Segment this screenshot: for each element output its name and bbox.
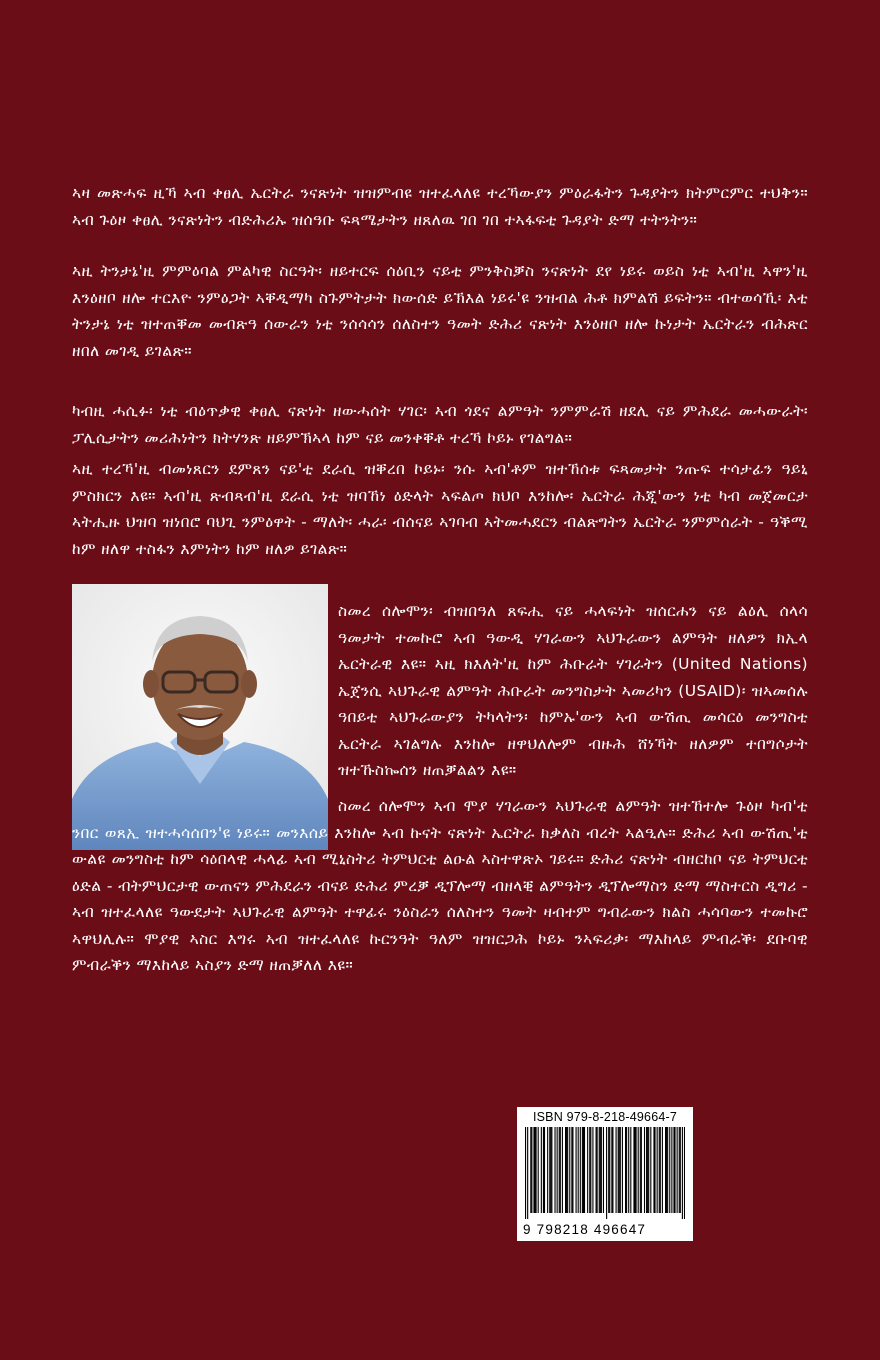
- barcode-bar: [572, 1127, 573, 1213]
- barcode-bar: [592, 1127, 593, 1213]
- barcode-bar: [565, 1127, 566, 1213]
- barcode-bar: [544, 1127, 545, 1213]
- barcode-bar: [647, 1127, 648, 1213]
- author-perspective-paragraph: ኣዚ ተረኻ'ዚ ብመነጸርን ደምጸን ናይ'ቲ ደራሲ ዝቐረበ ኮይኑ፡ ንሱ ኣብ'ቶም ዝተኸሰቱ ፍጻመታት ንጡፍ ተሳታፊን ዓይኒ ምስክርን እዩ። ኣብ'ዚ ጽብጻብ'ዚ ደራሲ ነቲ ዝባኸነ ዕድላት ኣፍልጦ ክህቦ እንከሎ፡ ኤርትራ ሕጂ'ውን ነቲ ካብ መጀመርታ ኣትሒዙ ህዝባ ዝነበሮ ባህጊ ንምዕዋት - ማለት፡ ሓራ፡ ብሰናይ ኣገባብ ኣትመሓደርን ብልጽግትን ኤርትራ ንምምሰራት - ዓቕሚ ከም ዘለዋ ተስፋን እምነትን ከም ዘለዎ ይገልጽ።: [72, 460, 808, 558]
- barcode-bar: [554, 1127, 555, 1213]
- barcode-bar: [650, 1127, 651, 1213]
- governance-paragraph: ካብዚ ሓሲፉ፡ ነቲ ብዕጥቃዊ ቀፀሊ ናጽነት ዘውሓሰት ሃገር፡ ኣብ ጎደና ልምዓት ንምምራሽ ዘደሊ ናይ ምሕደራ መሓውራት፡ ፓሊሲታትን መሪሕነትን ክትሃንጽ ዘይምኽኣላ ከም ናይ መንቀቐቶ ተረኻ ኮይኑ የገልግል።: [72, 402, 808, 447]
- analysis-paragraph: ኣዚ ትንታኔ'ዚ ምምዕባል ምልካዊ ስርዓት፡ ዘይተርፍ ሰዕቢን ናይቲ ምንቅስቓስ ንናጽነት ደየ ነይሩ ወይስ ነቲ ኣብ'ዚ ኣዋን'ዚ እንዕዘቦ ዘሎ ተርእዮ ንምዕጋት ኣቐዲማካ ስጉምትታት ክውሰድ ይኽእል ነይሩ'ዩ ንዝብል ሕቶ ክምልሽ ይፍትን። ብተወሳኺ፡ እቲ ትንታኔ ነቲ ዝተጠቐመ መብጽዓ ሰውራን ነቲ ንሰሳሳን ሰለስተን ዓመት ድሕሪ ናጽነት እንዕዘቦ ዘሎ ኩነታት ኤርትራን ብሕጽር ዘበለ መገዲ ይገልጽ።: [72, 262, 808, 360]
- barcode-bar: [682, 1127, 683, 1219]
- barcode-bar: [601, 1127, 602, 1213]
- barcode-bar: [600, 1127, 601, 1213]
- barcode-bar: [684, 1127, 685, 1219]
- barcode-bar: [620, 1127, 621, 1213]
- barcode-bar: [659, 1127, 660, 1213]
- barcode-bar: [606, 1127, 607, 1219]
- barcode-bar: [589, 1127, 590, 1213]
- barcode-bar: [580, 1127, 581, 1213]
- barcode-bar: [531, 1127, 532, 1213]
- barcode-bar: [569, 1127, 570, 1213]
- barcode-bar: [644, 1127, 645, 1213]
- barcode-bar: [618, 1127, 619, 1213]
- barcode-bar: [638, 1127, 639, 1213]
- barcode-bar: [567, 1127, 568, 1213]
- barcode-bar: [597, 1127, 598, 1213]
- barcode-bar: [571, 1127, 572, 1213]
- barcode-bar: [626, 1127, 627, 1213]
- barcode-bar: [533, 1127, 534, 1213]
- barcode-bar: [582, 1127, 583, 1213]
- isbn-label: ISBN 979-8-218-49664-7: [532, 1110, 678, 1124]
- barcode-bar: [527, 1127, 528, 1219]
- barcode-bar: [646, 1127, 647, 1213]
- barcode-bar: [636, 1127, 637, 1213]
- barcode-bar: [576, 1127, 577, 1213]
- barcode-digits: 9 798218 496647: [523, 1222, 647, 1237]
- barcode-bar: [679, 1127, 680, 1213]
- barcode-bar: [657, 1127, 658, 1213]
- barcode-bar: [628, 1127, 629, 1213]
- author-bio-paragraph: ስመረ ሰሎሞን፡ ብዝበዓለ ጸፍሒ ናይ ሓላፍነት ዝሰርሐን ናይ ልዕሊ ሰላሳ ዓመታት ተመኩሮ ኣብ ዓውዲ ሃገራውን ኣህጉራውን ልምዓት ዘለዎን ክኢላ ኤርትራዊ እዩ። ኣዚ ክእለት'ዚ ከም ሕቡራት ሃገራትን (United Nations) ኤጀንሲ ኣህጉራዊ ልምዓት ሕቡራት መንግስታት ኣመሪካን (USAID)፡ ዝኣመሰሉ ዓበይቲ ኣህጉራውያን ትካላትን፡ ከምኡ'ውን ኣብ ውሽጢ መሳርዕ መንግስቲ ኤርትራ ኣገልግሉ እንከሎ ዘዋህለሎም ብዙሕ ሸነኻት ዘለዎም ተበግሶታት ዝተኹስኰሰን ዘጠቓልልን እዩ።: [338, 602, 808, 779]
- barcode-bar: [566, 1127, 567, 1213]
- barcode-bar: [584, 1127, 585, 1213]
- barcode-bar: [674, 1127, 675, 1213]
- barcode-bar: [596, 1127, 597, 1213]
- barcode-bar: [550, 1127, 551, 1213]
- barcode-bar: [648, 1127, 649, 1213]
- barcode-bar: [603, 1127, 604, 1213]
- barcode-bar: [634, 1127, 635, 1213]
- barcode-bar: [538, 1127, 539, 1213]
- barcode-bar: [587, 1127, 588, 1213]
- barcode-bar: [665, 1127, 666, 1213]
- barcode-bar: [534, 1127, 535, 1213]
- barcode-bar: [536, 1127, 537, 1213]
- barcode-bar: [673, 1127, 674, 1213]
- barcode-bar: [660, 1127, 661, 1213]
- barcode-bar: [609, 1127, 610, 1213]
- barcode-bars: [525, 1127, 685, 1219]
- barcode-bar: [599, 1127, 600, 1213]
- barcode-bar: [612, 1127, 613, 1213]
- barcode-bar: [622, 1127, 623, 1213]
- barcode-bar: [562, 1127, 563, 1213]
- barcode-bar: [578, 1127, 579, 1213]
- barcode-bar: [590, 1127, 591, 1213]
- barcode-bar: [625, 1127, 626, 1213]
- barcode-bar: [633, 1127, 634, 1213]
- intro-paragraph: ኣዛ መጽሓፍ ዚኻ ኣብ ቀፀሊ ኤርትራ ንናጽነት ዝዝምብዩ ዝተፈላለዩ ተረኻውያን ምዕራፋትን ጉዳያትን ክትምርምር ተህቅን። ኣብ ጉዕዞ ቀፀሊ ንናጽነትን ብድሕሪኡ ዝሰዓቡ ፍጻሜታትን ዘጸለዉ ገበ ገበ ተኣፋፍቲ ጉዳያት ድማ ተትንትን።: [72, 184, 808, 229]
- barcode-bar: [560, 1127, 561, 1213]
- barcode-bar: [630, 1127, 631, 1213]
- barcode-bar: [557, 1127, 558, 1213]
- barcode-bar: [547, 1127, 548, 1213]
- barcode-bar: [583, 1127, 584, 1213]
- barcode-bar: [671, 1127, 672, 1213]
- barcode-bar: [608, 1127, 609, 1213]
- barcode-bar: [525, 1127, 526, 1219]
- barcode-bar: [653, 1127, 654, 1213]
- barcode-bar: [541, 1127, 542, 1213]
- barcode-bar: [616, 1127, 617, 1213]
- barcode-bar: [640, 1127, 641, 1213]
- barcode-bar: [662, 1127, 663, 1213]
- barcode-bar: [667, 1127, 668, 1213]
- barcode-bar: [611, 1127, 612, 1213]
- barcode-bar: [530, 1127, 531, 1213]
- barcode-bar: [543, 1127, 544, 1213]
- barcode-bar: [619, 1127, 620, 1213]
- barcode-bar: [680, 1127, 681, 1213]
- barcode-bar: [549, 1127, 550, 1213]
- barcode-bar: [677, 1127, 678, 1213]
- barcode-bar: [666, 1127, 667, 1213]
- barcode-bar: [559, 1127, 560, 1213]
- barcode-bar: [669, 1127, 670, 1213]
- barcode-bar: [551, 1127, 552, 1213]
- author-career-paragraph: ስመረ ሰሎሞን ኣብ ሞያ ሃገራውን ኣህጉራዊ ልምዓት ዝተኸተሎ ጉዕዞ ካብ'ቲ ንበር ወጸኢ ዝተሓሳሰበን'ዩ ነይሩ። መንእሰይ እንከሎ ኣብ ኩናት ናጽነት ኤርትራ ክቃለስ ብረት ኣልዒሉ። ድሕሪ ኣብ ውሽጢ'ቲ ውልዩ መንግስቲ ከም ሳዕበላዊ ሓላፊ ኣብ ሚኒስትሪ ትምህርቲ ልዑል ኣስተዋጽኦ ገይሩ። ድሕሪ ናጽነት ብዘርከቦ ናይ ትምህርቲ ዕድል - ብትምህርታዊ ውጠናን ምሕደራን ብናይ ድሕሪ ምረቓ ዲፕሎማ ብዘላቒ ልምዓትን ዲፕሎማስን ድማ ማስተርስ ዲግሪ - ኣብ ዝተፈላለዩ ዓውደታት ኣህጉራዊ ልምዓት ተዋፊሩ ንዕስራን ሰለስተን ዓመት ዛብተም ግብራውን ክልስ ሓሳባውን ተመኩሮ ኣዋህሊሉ። ሞያዊ ኣስር እግሩ ኣብ ዝተፈላለዩ ኩርንዓት ዓለም ዝዝርጋሕ ኮይኑ ንኣፍሪቃ፡ ማእከላይ ምብራቕ፡ ደቡባዊ ምብራቕን ማእከላይ ኣስያን ድማ ዘጠቓለለ እዩ።: [72, 797, 808, 974]
- isbn-barcode: [517, 1107, 693, 1241]
- barcode-bar: [641, 1127, 642, 1213]
- barcode-bar: [654, 1127, 655, 1213]
